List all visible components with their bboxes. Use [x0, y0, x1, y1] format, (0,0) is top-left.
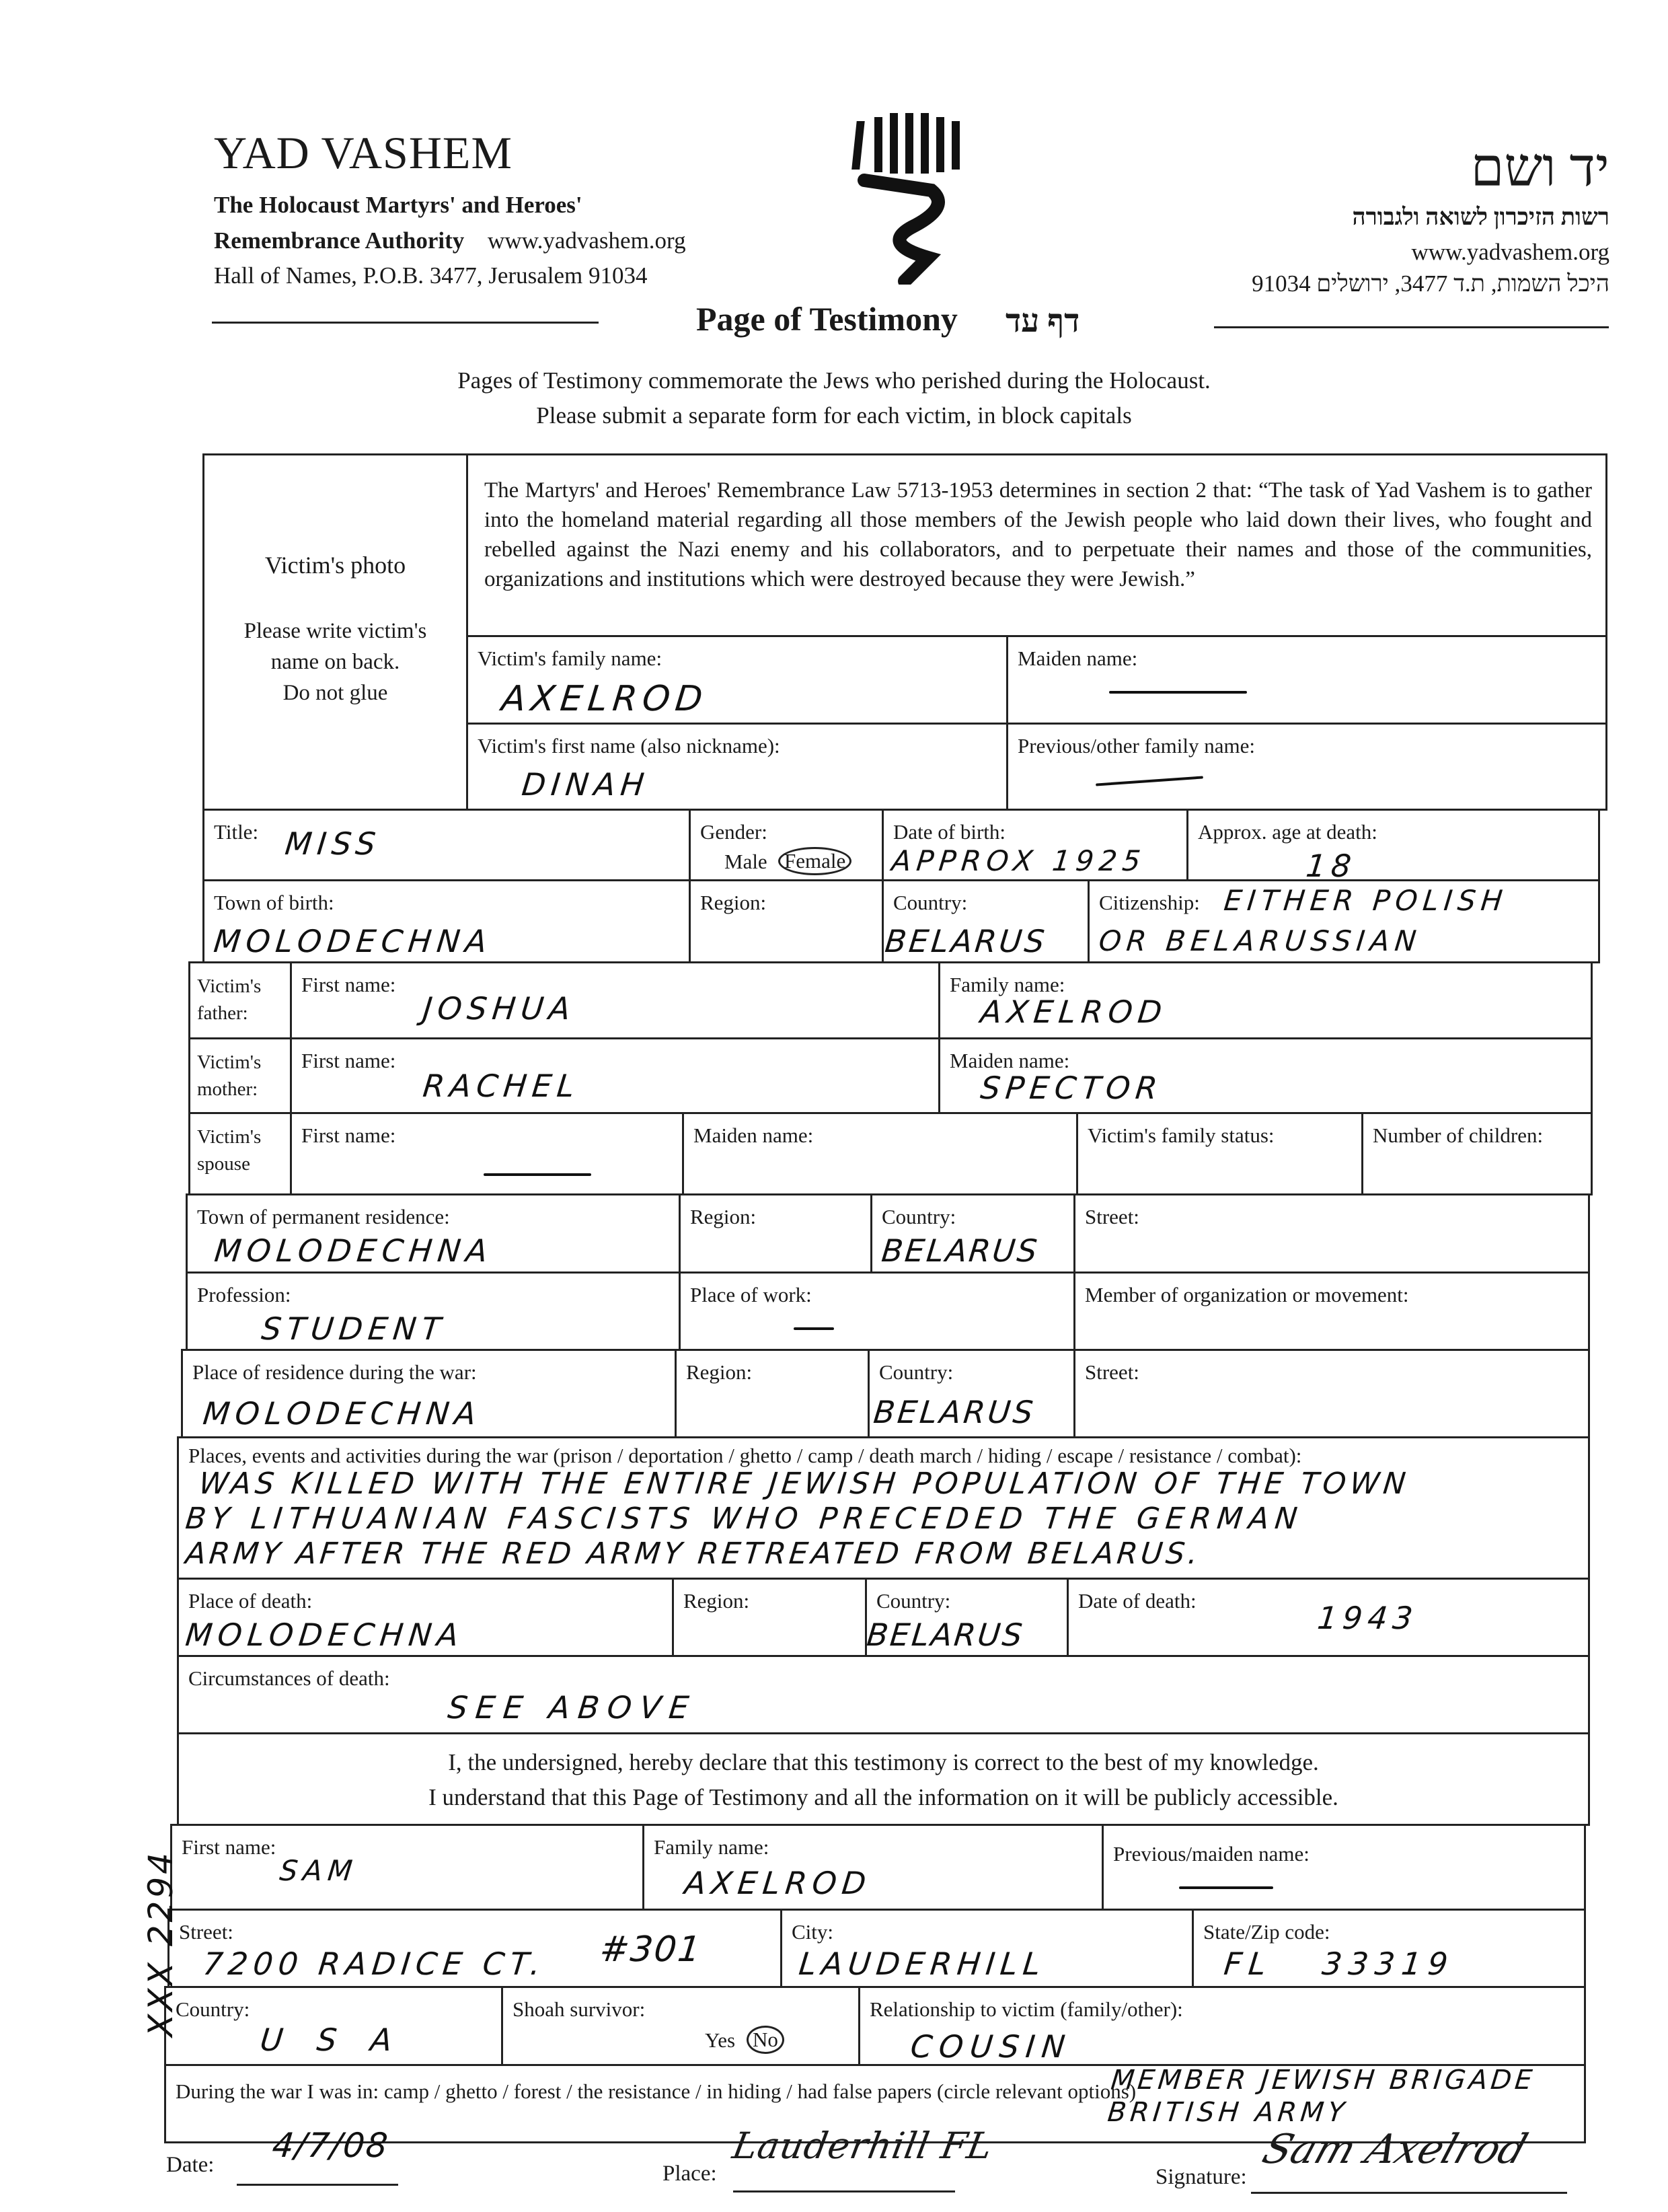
- title-field[interactable]: [202, 809, 691, 881]
- place-of-work-field[interactable]: [679, 1271, 1075, 1351]
- date-of-birth-field[interactable]: [882, 809, 1188, 881]
- mother-first-name-field[interactable]: [290, 1037, 940, 1114]
- place-label: Place:: [662, 2162, 717, 2186]
- relationship-field[interactable]: [858, 1986, 1586, 2066]
- war-street-field[interactable]: [1073, 1349, 1590, 1438]
- label: Circumstances of death:: [188, 1666, 390, 1690]
- number-of-children-field[interactable]: [1361, 1112, 1593, 1195]
- submitter-previous-name-field[interactable]: [1102, 1824, 1586, 1911]
- blank-dash: [484, 1173, 591, 1176]
- label: Region:: [686, 1360, 753, 1384]
- blank-dash: [794, 1327, 834, 1330]
- death-region-field[interactable]: [672, 1578, 867, 1657]
- value-line-1: WAS KILLED WITH THE ENTIRE JEWISH POPULATION OF THE TOWN: [197, 1467, 1412, 1501]
- label: Places, events and activities during the war (prison / deportation / ghetto / camp / death march / hiding / escape / resistance / combat):: [188, 1444, 1302, 1467]
- value: MOLODECHNA: [213, 1232, 495, 1269]
- value: MOLODECHNA: [201, 1395, 484, 1432]
- hebrew-website: www.yadvashem.org: [1411, 239, 1609, 265]
- label: Maiden name:: [693, 1123, 814, 1147]
- label: Number of children:: [1373, 1123, 1544, 1147]
- divider: [212, 322, 599, 324]
- photo-instruction-3: Do not glue: [282, 681, 388, 705]
- label: Maiden name:: [1018, 647, 1138, 670]
- label: City:: [792, 1920, 834, 1944]
- form-title-hebrew: דף עד: [1006, 303, 1080, 339]
- divider: [1214, 326, 1609, 328]
- value-line-1: EITHER POLISH: [1222, 884, 1510, 917]
- label: Town of permanent residence:: [197, 1205, 450, 1228]
- value: BELARUS: [872, 1394, 1038, 1430]
- town-of-birth-field[interactable]: [202, 879, 691, 963]
- label: Region:: [683, 1589, 750, 1613]
- spouse-row-label: [188, 1112, 292, 1195]
- submitter-city-field[interactable]: [780, 1909, 1194, 1988]
- value: MISS: [283, 825, 383, 862]
- residence-region-field[interactable]: [679, 1193, 872, 1274]
- org-subtitle-line: [214, 227, 686, 254]
- label: Previous/other family name:: [1018, 734, 1255, 758]
- date-line: [237, 2184, 398, 2186]
- value: BELARUS: [883, 923, 1049, 959]
- spouse-maiden-name-field[interactable]: [682, 1112, 1078, 1195]
- value: MOLODECHNA: [212, 923, 494, 959]
- member-organization-field[interactable]: [1073, 1271, 1590, 1351]
- value: SAM: [278, 1854, 360, 1887]
- label: First name:: [301, 1123, 396, 1147]
- signature-label: Signature:: [1155, 2165, 1247, 2189]
- label: Town of birth:: [214, 891, 334, 914]
- form-title: Page of Testimony: [696, 300, 958, 338]
- photo-box: [202, 453, 468, 811]
- label: Date of birth:: [893, 820, 1006, 844]
- label: Family name:: [654, 1835, 769, 1859]
- label: Victim's family status:: [1088, 1123, 1275, 1147]
- value: SEE ABOVE: [446, 1689, 699, 1726]
- value: AXELROD: [979, 994, 1170, 1030]
- submitter-family-name-field[interactable]: [642, 1824, 1104, 1911]
- value: JOSHUA: [421, 990, 578, 1027]
- website: www.yadvashem.org: [488, 227, 686, 254]
- value: APPROX 1925: [890, 844, 1148, 877]
- victim-first-name-field[interactable]: [466, 723, 1008, 811]
- value-line-2: OR BELARUSSIAN: [1097, 924, 1423, 957]
- date-value[interactable]: 4/7/08: [270, 2126, 391, 2165]
- label: Member of organization or movement:: [1085, 1283, 1409, 1306]
- label: Victim's spouse: [197, 1126, 262, 1175]
- signature-value[interactable]: Sam Axelrod: [1256, 2126, 1533, 2173]
- value: U S A: [258, 2022, 406, 2058]
- previous-name-field[interactable]: [1006, 723, 1607, 811]
- label: Relationship to victim (family/other):: [870, 1997, 1183, 2021]
- father-row-label: [188, 961, 292, 1039]
- label: Country:: [876, 1589, 951, 1613]
- mother-row-label: [188, 1037, 292, 1114]
- label: Place of work:: [690, 1283, 812, 1306]
- value: COUSIN: [909, 2028, 1074, 2065]
- unit-value: #301: [597, 1929, 704, 1970]
- label: During the war I was in: camp / ghetto / forest / the resistance / in hiding / had false papers (circle relevant options): [176, 2079, 1137, 2103]
- label: Shoah survivor:: [513, 1997, 646, 2021]
- photo-instruction-1: Please write victim's: [243, 619, 427, 643]
- label: First name:: [301, 973, 396, 996]
- residence-country-field[interactable]: [870, 1193, 1075, 1274]
- label: Family name:: [950, 973, 1065, 996]
- value: AXELROD: [683, 1865, 874, 1901]
- spouse-first-name-field[interactable]: [290, 1112, 684, 1195]
- label: Approx. age at death:: [1198, 820, 1377, 844]
- label: Gender:: [700, 820, 767, 844]
- place-of-death-field[interactable]: [177, 1578, 674, 1657]
- label: Country:: [893, 891, 968, 914]
- survivor-yes-option[interactable]: Yes: [705, 2028, 736, 2052]
- law-text: The Martyrs' and Heroes' Remembrance Law 5713-1953 determines in section 2 that: “The task of Yad Vashem is to gather into the homeland material regarding all those members of the Jewish people who laid down their lives, who fought and rebelled against the Nazi enemy and his collaborators, and to perpetuate their names and those of the communities, organizations and institutions which were destroyed because they were Jewish.”: [484, 478, 1592, 591]
- family-status-field[interactable]: [1076, 1112, 1363, 1195]
- age-at-death-field[interactable]: [1186, 809, 1600, 884]
- org-subtitle-1: The Holocaust Martyrs' and Heroes': [214, 192, 582, 218]
- org-subtitle-2: Remembrance Authority: [214, 227, 465, 254]
- yad-vashem-logo-icon: [851, 113, 962, 285]
- value-line-2: BY LITHUANIAN FASCISTS WHO PRECEDED THE GERMAN: [184, 1502, 1305, 1536]
- law-text-box: [466, 453, 1607, 637]
- label: Citizenship:: [1099, 891, 1200, 914]
- label: Victim's first name (also nickname):: [478, 734, 780, 758]
- citizenship-field[interactable]: [1088, 879, 1600, 963]
- label: Country:: [882, 1205, 956, 1228]
- intro-line-1: Pages of Testimony commemorate the Jews who perished during the Holocaust.: [457, 367, 1211, 394]
- label: Maiden name:: [950, 1049, 1070, 1072]
- gender-field[interactable]: [689, 809, 884, 881]
- victim-family-name-field[interactable]: [466, 635, 1008, 725]
- profession-field[interactable]: [186, 1271, 681, 1351]
- value: 18: [1304, 848, 1359, 884]
- label: First name:: [182, 1835, 276, 1859]
- label: Street:: [1085, 1205, 1139, 1228]
- circumstances-field[interactable]: [177, 1655, 1590, 1734]
- submitter-street-field[interactable]: [167, 1909, 782, 1988]
- label: Date of death:: [1078, 1589, 1197, 1613]
- org-name: YAD VASHEM: [214, 127, 513, 178]
- submitter-state-zip-field[interactable]: [1192, 1909, 1586, 1988]
- death-country-field[interactable]: [865, 1578, 1069, 1657]
- father-first-name-field[interactable]: [290, 961, 940, 1039]
- value: LAUDERHILL: [797, 1946, 1048, 1982]
- mother-maiden-name-field[interactable]: [938, 1037, 1593, 1114]
- maiden-name-field[interactable]: [1006, 635, 1607, 725]
- margin-handwritten-note: XXX 2294: [141, 1850, 180, 2037]
- father-family-name-field[interactable]: [938, 961, 1593, 1039]
- war-events-field[interactable]: [177, 1436, 1590, 1580]
- value: RACHEL: [421, 1068, 582, 1104]
- label: First name:: [301, 1049, 396, 1072]
- declaration-line-2: I understand that this Page of Testimony and all the information on it will be publicly accessible.: [428, 1784, 1338, 1810]
- label: Victim's father:: [197, 975, 262, 1024]
- hebrew-subtitle: רשות הזיכרון לשואה ולגבורה: [1352, 204, 1609, 230]
- label: Country:: [176, 1997, 250, 2021]
- label: Street:: [179, 1920, 233, 1944]
- blank-dash: [1096, 776, 1203, 786]
- label: Previous/maiden name:: [1113, 1842, 1310, 1866]
- label: Region:: [700, 891, 767, 914]
- value: FL 33319: [1222, 1946, 1457, 1982]
- blank-dash: [1109, 691, 1247, 694]
- label: Victim's mother:: [197, 1052, 262, 1100]
- declaration-line-1: I, the undersigned, hereby declare that this testimony is correct to the best of my knowledge.: [448, 1749, 1319, 1775]
- gender-male-option[interactable]: Male: [724, 850, 767, 873]
- place-value[interactable]: Lauderhill FL: [729, 2125, 996, 2167]
- value: 1943: [1316, 1600, 1420, 1636]
- value: BELARUS: [880, 1232, 1041, 1269]
- value: AXELROD: [499, 679, 710, 719]
- label: Region:: [690, 1205, 757, 1228]
- label: Place of death:: [188, 1589, 313, 1613]
- org-address: Hall of Names, P.O.B. 3477, Jerusalem 91034: [214, 262, 648, 289]
- war-region-field[interactable]: [675, 1349, 870, 1438]
- photo-title: Victim's photo: [264, 552, 406, 579]
- value: STUDENT: [260, 1311, 448, 1347]
- blank-dash: [1179, 1886, 1273, 1889]
- date-of-death-field[interactable]: [1067, 1578, 1590, 1657]
- label: Title:: [214, 820, 259, 844]
- hebrew-address: היכל השמות, ת.ד 3477, ירושלים 91034: [1252, 270, 1609, 297]
- place-line: [733, 2190, 955, 2192]
- gender-female-option-selected[interactable]: Female: [778, 847, 851, 875]
- declaration-box: [177, 1732, 1590, 1826]
- date-label: Date:: [166, 2153, 215, 2177]
- intro-line-2: Please submit a separate form for each victim, in block capitals: [536, 402, 1132, 429]
- submitter-first-name-field[interactable]: [170, 1824, 644, 1911]
- photo-instruction-2: name on back.: [270, 650, 400, 674]
- survivor-no-option-selected[interactable]: No: [747, 2026, 784, 2054]
- birth-country-field[interactable]: [882, 879, 1090, 963]
- value-line-1: MEMBER JEWISH BRIGADE: [1109, 2065, 1538, 2096]
- hebrew-org-name: יד ושם: [1470, 139, 1609, 198]
- submitter-country-field[interactable]: [164, 1986, 503, 2066]
- shoah-survivor-field[interactable]: [501, 1986, 860, 2066]
- label: Place of residence during the war:: [192, 1360, 477, 1384]
- value-line-3: ARMY AFTER THE RED ARMY RETREATED FROM BELARUS.: [184, 1537, 1203, 1571]
- residence-street-field[interactable]: [1073, 1193, 1590, 1274]
- value: MOLODECHNA: [184, 1617, 466, 1653]
- value-line-2: BRITISH ARMY: [1106, 2097, 1350, 2128]
- label: Country:: [879, 1360, 954, 1384]
- label: State/Zip code:: [1203, 1920, 1330, 1944]
- value: SPECTOR: [979, 1070, 1165, 1106]
- war-country-field[interactable]: [868, 1349, 1075, 1438]
- value: 7200 RADICE CT.: [201, 1946, 548, 1982]
- war-residence-field[interactable]: [181, 1349, 677, 1438]
- label: Profession:: [197, 1283, 291, 1306]
- signature-line: [1251, 2192, 1567, 2194]
- label: Victim's family name:: [478, 647, 662, 670]
- value: BELARUS: [865, 1617, 1026, 1653]
- permanent-residence-field[interactable]: [186, 1193, 681, 1274]
- label: Street:: [1085, 1360, 1139, 1384]
- value: DINAH: [520, 766, 652, 803]
- birth-region-field[interactable]: [689, 879, 884, 963]
